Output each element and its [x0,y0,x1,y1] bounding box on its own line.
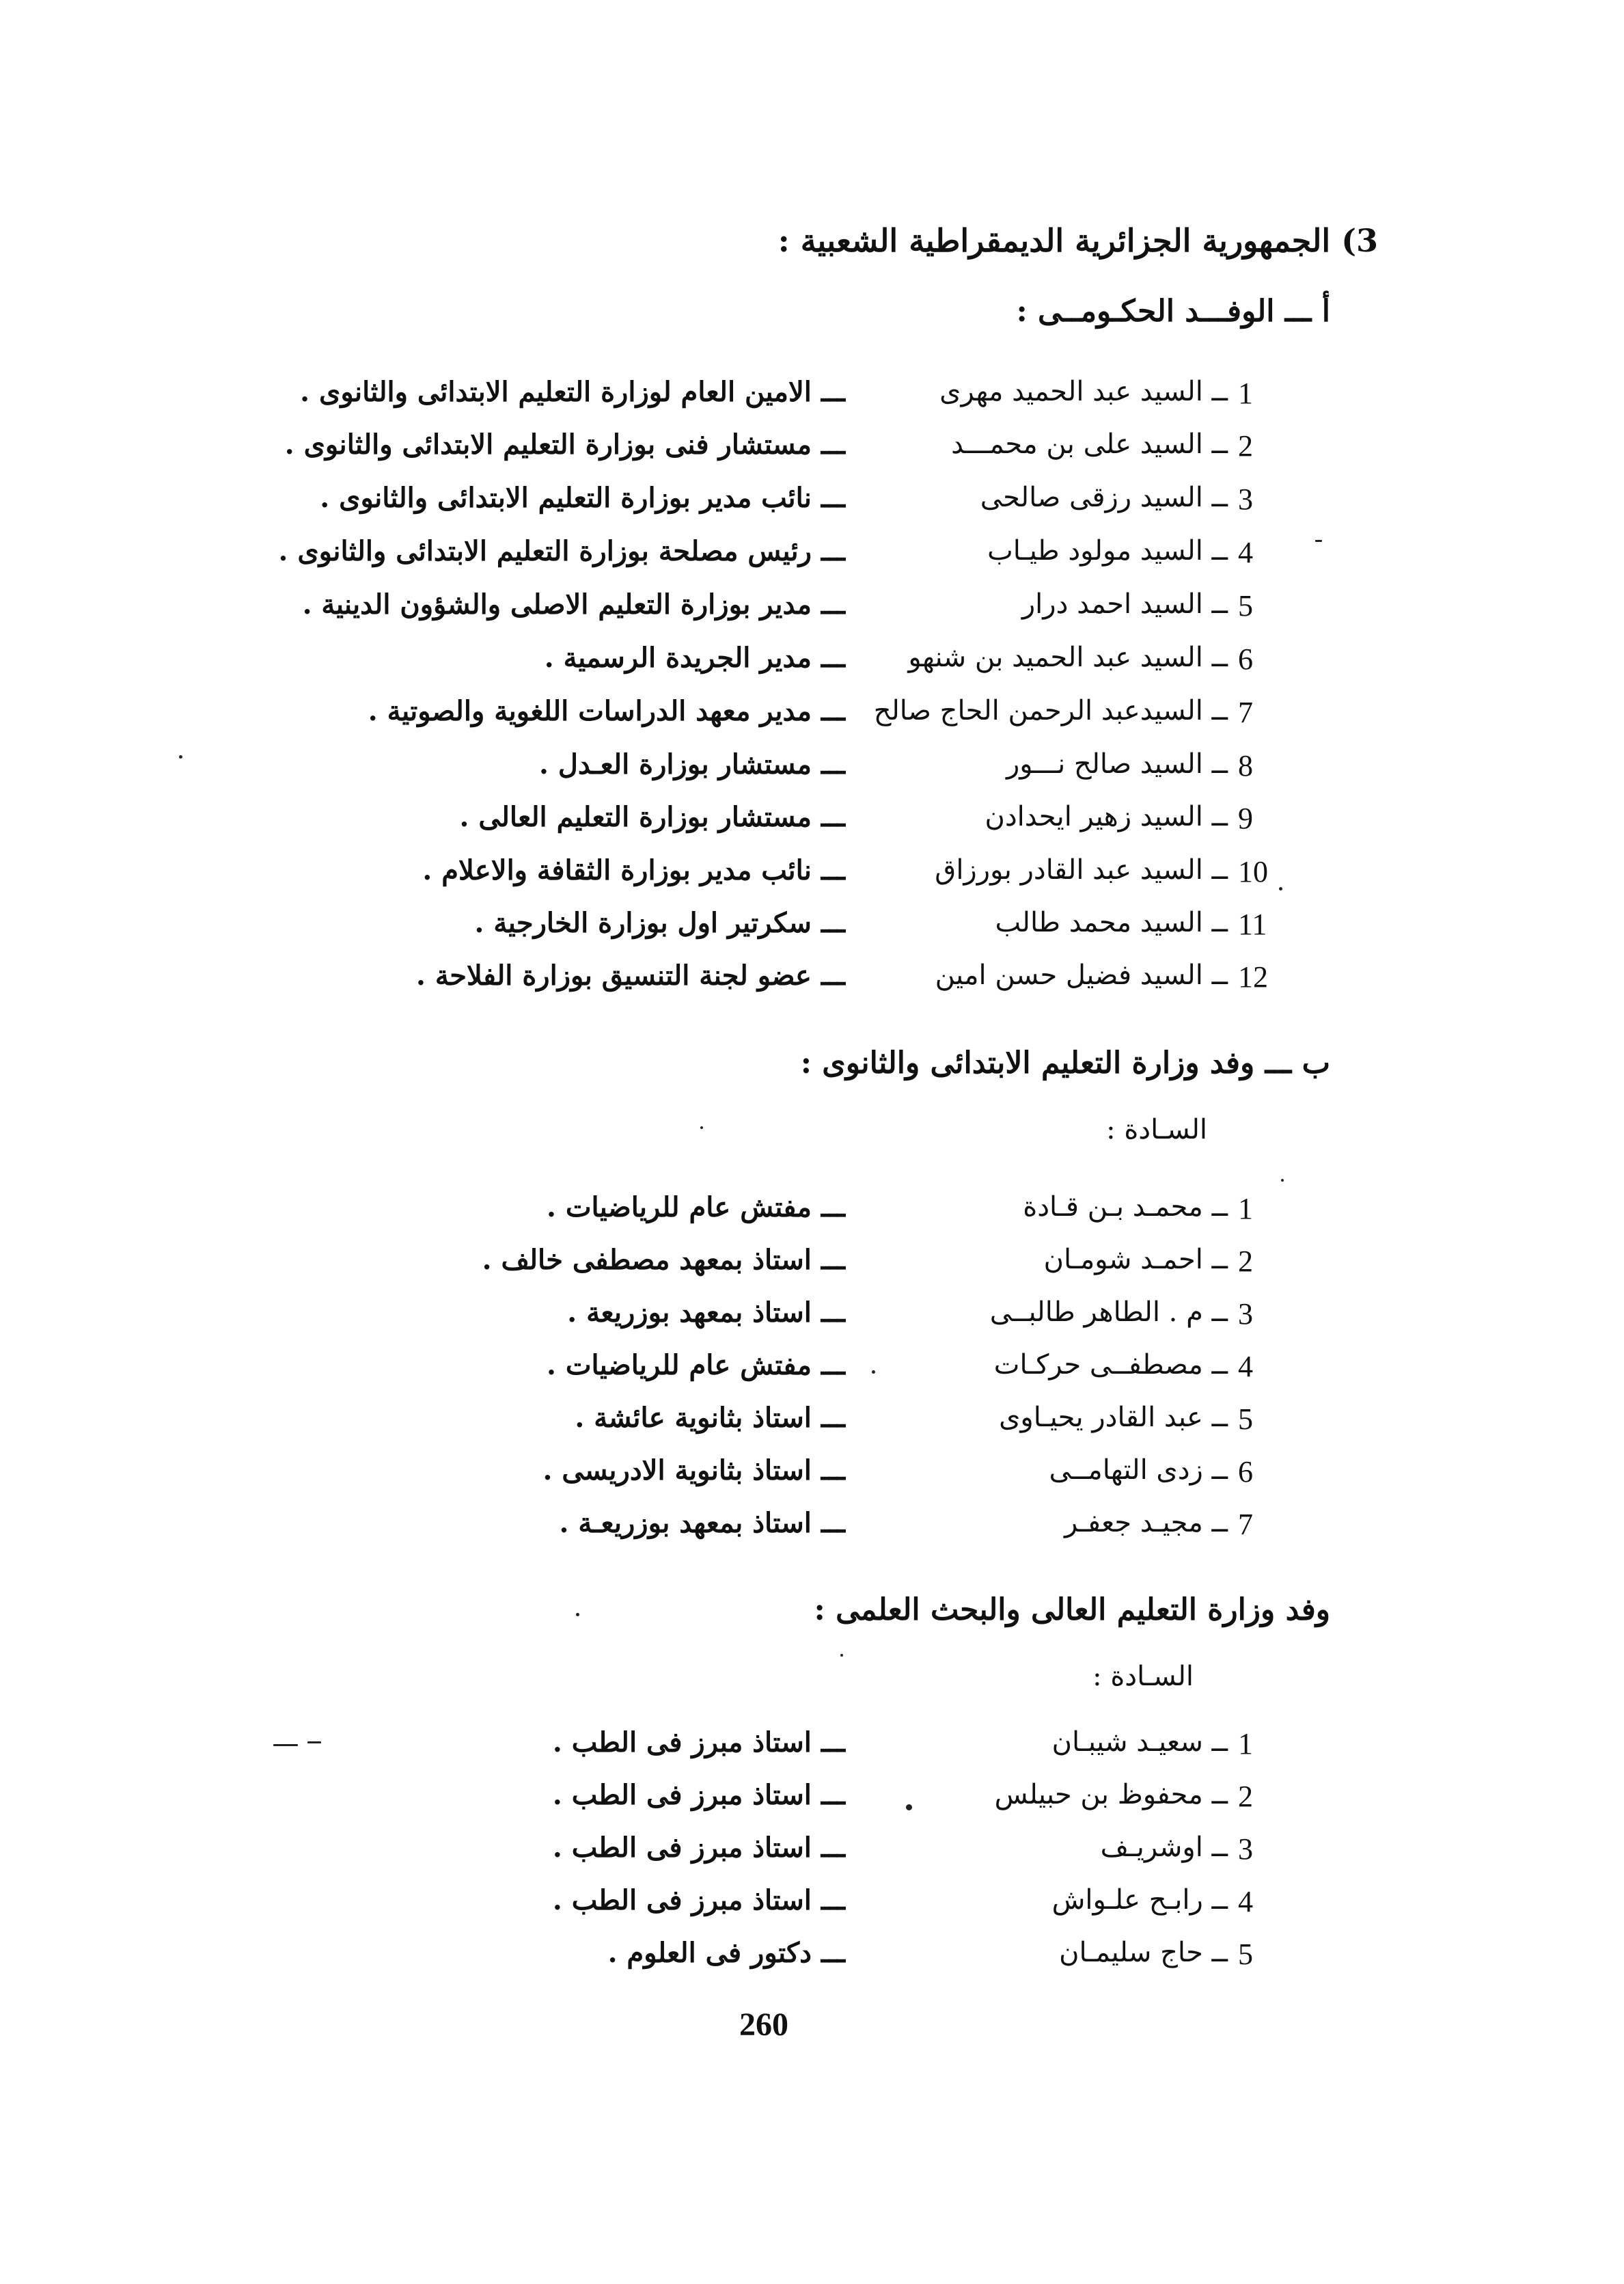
scan-speck [307,1741,321,1743]
item-number: 8 [1238,749,1253,783]
member-name: ــ عبد القادر يحيـاوى [999,1402,1228,1433]
member-name: ــ محمـد بـن قـادة [1023,1191,1228,1223]
member-name: ــ محفوظ بن حبيلس [994,1779,1228,1810]
item-number: 6 [1238,1455,1253,1488]
item-number: 5 [1238,1402,1253,1436]
list-item [0,1402,1624,1445]
list-item [0,1884,1624,1928]
scan-speck [576,1613,579,1616]
item-number: 3 [1238,482,1253,516]
member-role: ـــ استاذ مبرز فى الطب . [552,1832,845,1864]
member-role: ـــ استاذ بمعهد مصطفى خالف . [482,1244,845,1276]
list-item [0,1726,1624,1770]
list-item [0,1779,1624,1823]
member-role: ـــ مدير بوزارة التعليم الاصلى والشؤون الدينية . [302,588,845,621]
list-item [0,1244,1624,1288]
scan-speck [1279,887,1282,891]
member-role: ـــ استاذ بمعهد بوزريعة . [567,1296,845,1329]
scan-speck [906,1804,912,1810]
member-role: ـــ استاذ بثانوية الادريسى . [542,1454,845,1486]
item-number: 3 [1238,1832,1253,1866]
item-number: 2 [1238,429,1253,463]
member-name: ــ السيد زهير ايحدادن [985,801,1228,832]
member-name: ــ السيد احمد درار [1021,588,1228,620]
section-c-title: وفد وزارة التعليم العالى والبحث العلمى : [814,1592,1330,1627]
item-number: 4 [1238,536,1253,569]
member-role: ـــ استاذ مبرز فى الطب . [552,1726,845,1758]
member-name: ــ رابـح علـواش [1051,1884,1228,1916]
list-item [0,429,1624,472]
section-b-title: ب ـــ وفد وزارة التعليم الابتدائى والثانوى : [800,1046,1330,1080]
member-name: ــ السيد محمد طالب [995,907,1228,938]
member-role: ـــ مدير معهد الدراسات اللغوية والصوتية . [368,695,845,727]
member-name: ــ السيد عبد القادر بورزاق [935,854,1228,886]
section-b-subtitle: السـادة : [1106,1114,1207,1145]
list-item [0,1191,1624,1235]
member-name: ــ السيد مولود طيـاب [987,535,1228,567]
scan-speck [1315,540,1322,542]
list-item [0,907,1624,951]
item-number: 3 [1238,1297,1253,1331]
member-name: ــ السيدعبد الرحمن الحاج صالح [873,695,1228,726]
list-item [0,1507,1624,1551]
scan-speck [700,1126,703,1129]
item-number: 4 [1238,1885,1253,1918]
item-number: 6 [1238,642,1253,676]
member-role: ـــ رئيس مصلحة بوزارة التعليم الابتدائى والثانوى . [278,535,845,567]
member-role: ـــ استاذ بمعهد بوزريعـة . [559,1507,845,1539]
scan-speck [1281,1179,1284,1182]
item-number: 1 [1238,1727,1253,1760]
list-item [0,801,1624,845]
list-item [0,482,1624,526]
member-name: ــ اوشريـف [1100,1832,1228,1863]
list-item [0,748,1624,792]
member-name: ــ السيد عبد الحميد مهرى [939,376,1228,407]
list-item [0,535,1624,579]
item-number: 12 [1238,960,1268,994]
item-number: 11 [1238,908,1267,941]
scan-speck [840,1654,843,1657]
section-c-subtitle: السـادة : [1092,1661,1194,1692]
item-number: 9 [1238,802,1253,835]
item-number: 10 [1238,855,1268,888]
member-role: ـــ عضو لجنة التنسيق بوزارة الفلاحة . [415,960,845,992]
member-name: ــ السيد فضيل حسن امين [935,960,1228,991]
member-name: ــ م . الطاهر طالبــى [989,1296,1228,1328]
member-name: ــ زدى التهامــى [1049,1454,1228,1486]
list-item [0,1349,1624,1393]
list-item [0,642,1624,685]
section-a-title: أ ـــ الوفـــد الحكـومــى : [1016,294,1330,329]
member-role: ـــ مستشار فنى بوزارة التعليم الابتدائى والثانوى . [284,429,845,461]
member-role: ـــ دكتور فى العلوم . [607,1937,845,1969]
member-role: ـــ مستشار بوزارة التعليم العالى . [459,801,845,833]
member-role: ـــ الامين العام لوزارة التعليم الابتدائى والثانوى . [300,376,845,408]
member-name: ــ السيد عبد الحميد بن شنهو [908,642,1228,673]
member-role: ـــ استاذ بثانوية عائشة . [575,1402,845,1434]
member-name: ــ احمـد شومـان [1043,1244,1228,1275]
item-number: 2 [1238,1780,1253,1813]
member-name: ــ السيد صالح نـــور [1006,748,1228,780]
list-item [0,588,1624,632]
member-name: ــ السيد رزقى صالحى [980,482,1228,513]
member-role: ـــ سكرتير اول بوزارة الخارجية . [474,907,845,939]
scan-speck [872,1370,875,1374]
item-number: 7 [1238,1508,1253,1541]
member-role: ـــ مدير الجريدة الرسمية . [544,642,845,674]
list-item [0,1296,1624,1340]
member-name: ــ مصطفــى حركـات [993,1349,1228,1381]
member-role: ـــ استاذ مبرز فى الطب . [552,1779,845,1811]
item-number: 5 [1238,589,1253,623]
list-item [0,376,1624,420]
scan-speck [179,755,182,759]
member-name: ــ مجيـد جعفـر [1064,1507,1228,1538]
list-item [0,1454,1624,1498]
member-name: ــ السيد على بن محمـــد [951,429,1228,460]
member-role: ـــ مفتش عام للرياضيات . [546,1191,845,1223]
page-number: 260 [739,2007,788,2043]
member-role: ـــ نائب مدير بوزارة الثقافة والاعلام . [422,854,845,886]
member-name: ــ سعيـد شيبـان [1051,1726,1228,1758]
scan-speck [273,1744,298,1746]
item-number: 5 [1238,1938,1253,1971]
member-role: ـــ مفتش عام للرياضيات . [546,1349,845,1381]
item-number: 1 [1238,1192,1253,1225]
list-item [0,960,1624,1003]
member-name: ــ حاج سليمـان [1059,1937,1228,1968]
main-heading: 3) الجمهورية الجزائرية الديمقراطية الشعبية : [777,222,1378,259]
item-number: 2 [1238,1245,1253,1278]
member-role: ـــ مستشار بوزارة العـدل . [538,748,845,780]
member-role: ـــ نائب مدير بوزارة التعليم الابتدائى والثانوى . [320,482,845,514]
item-number: 4 [1238,1350,1253,1383]
list-item [0,1937,1624,1981]
list-item [0,854,1624,898]
list-item [0,1832,1624,1875]
list-item [0,695,1624,739]
item-number: 7 [1238,696,1253,729]
item-number: 1 [1238,377,1253,410]
member-role: ـــ استاذ مبرز فى الطب . [552,1884,845,1916]
